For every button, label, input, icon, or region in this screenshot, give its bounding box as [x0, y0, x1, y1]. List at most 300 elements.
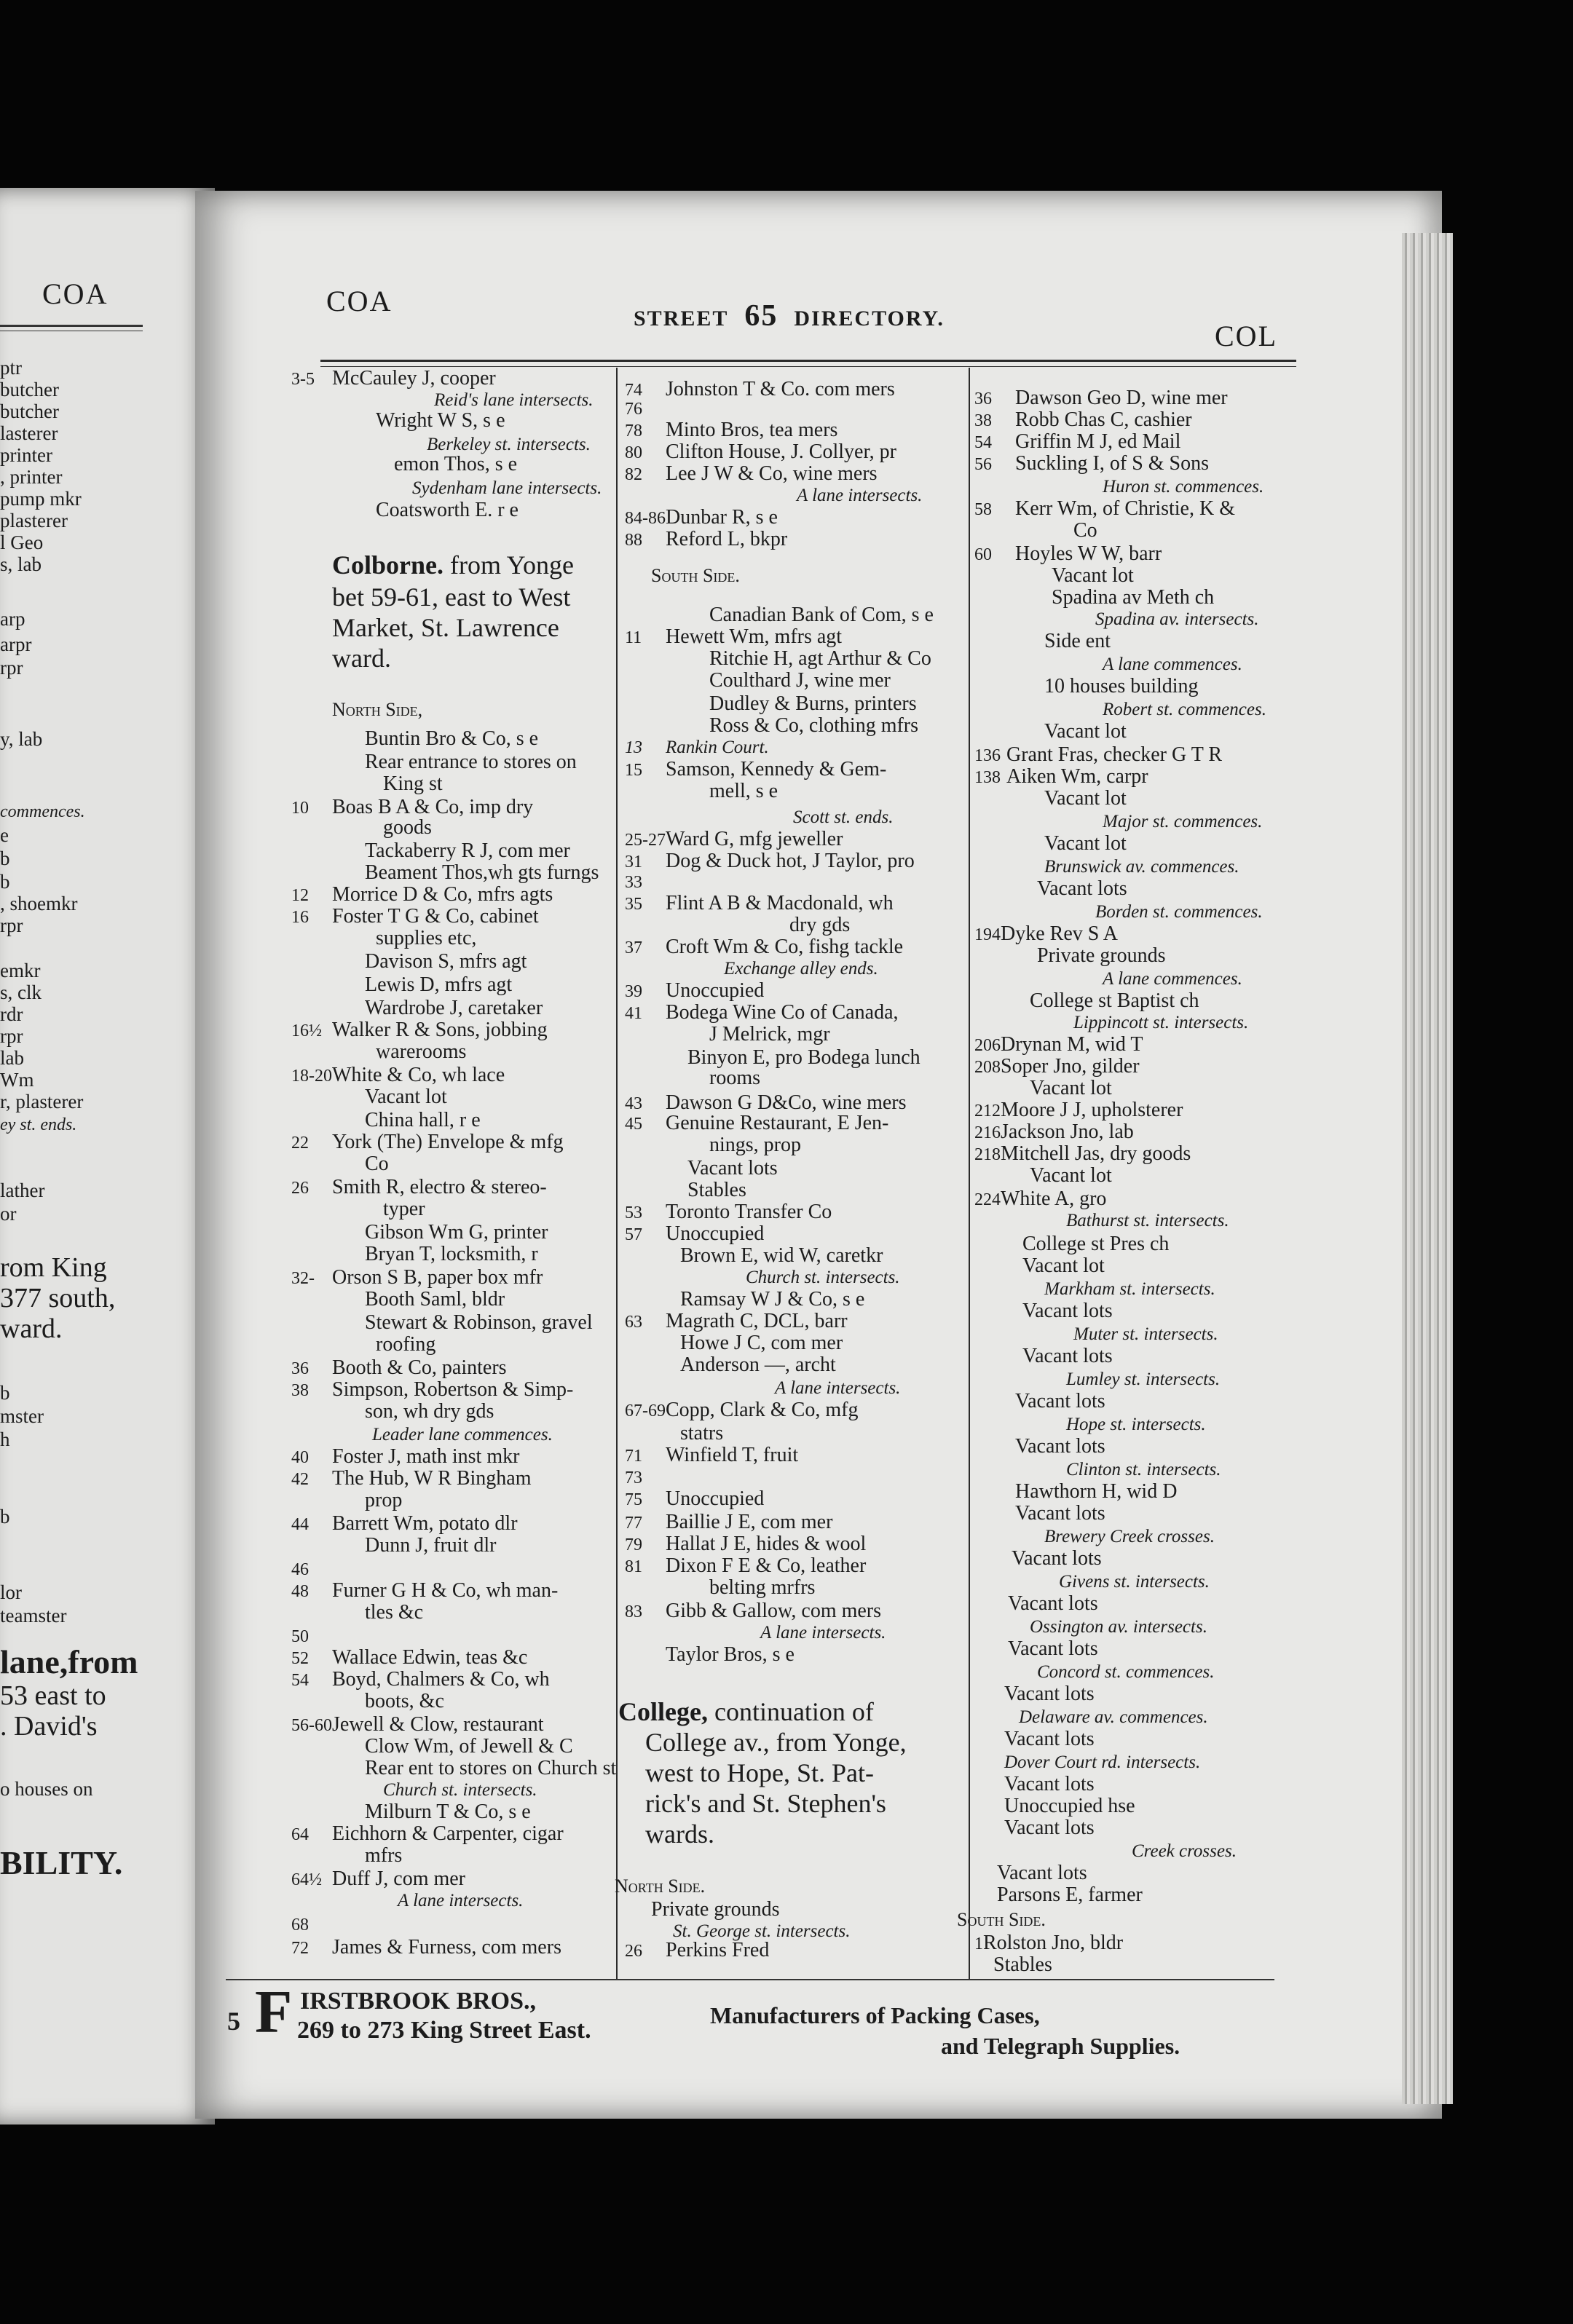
entry-text: Church st. intersects.	[746, 1268, 900, 1287]
directory-entry	[365, 862, 599, 884]
previous-page-line: b	[0, 1506, 10, 1527]
entry-text: Suckling I, of S & Sons	[1015, 452, 1210, 475]
directory-entry	[709, 715, 918, 737]
entry-text: 10 houses building	[1044, 675, 1199, 697]
entry-text: Leader lane commences.	[372, 1425, 553, 1444]
directory-entry	[291, 1131, 564, 1154]
directory-entry	[625, 507, 778, 529]
street-crossing-note	[1103, 811, 1262, 833]
house-number: 43	[625, 1094, 642, 1113]
entry-text: White A, gro	[1001, 1187, 1107, 1210]
directory-entry	[365, 1401, 494, 1423]
house-number: 38	[291, 1381, 309, 1400]
entry-text: ward.	[332, 644, 391, 673]
entry-text: Side ent	[1044, 630, 1111, 652]
entry-text: Canadian Bank of Com, s e	[709, 604, 934, 626]
running-head-directory: DIRECTORY.	[794, 307, 945, 331]
directory-entry	[1004, 1728, 1095, 1750]
directory-entry	[291, 1468, 532, 1490]
street-crossing-note	[398, 1890, 523, 1912]
entry-text: Boyd, Chalmers & Co, wh	[332, 1668, 550, 1691]
running-head-left: COA	[326, 285, 393, 317]
house-number: 10	[291, 799, 309, 818]
entry-text: Morrice D & Co, mfrs agts	[332, 883, 553, 906]
directory-entry	[1044, 631, 1111, 652]
entry-text: Dudley & Burns, printers	[709, 692, 917, 715]
entry-text: Dunn J, fruit dlr	[365, 1534, 497, 1557]
entry-text: College,	[618, 1697, 708, 1726]
entry-text: Spadina av Meth ch	[1052, 586, 1215, 609]
previous-page-line: lor	[0, 1581, 22, 1603]
house-number: 71	[625, 1447, 642, 1466]
entry-text: Copp, Clark & Co, mfg	[666, 1399, 859, 1421]
entry-text: Jewell & Clow, restaurant	[332, 1713, 544, 1736]
advert-page-mark: 5	[227, 2007, 240, 2036]
entry-text: Rear entrance to stores on	[365, 751, 577, 773]
entry-text: Vacant lot	[1044, 720, 1127, 743]
entry-text: Reford L, bkpr	[666, 528, 788, 550]
directory-entry	[625, 980, 764, 1003]
street-crossing-note	[793, 807, 894, 829]
entry-text: Baillie J E, com mer	[666, 1511, 833, 1533]
previous-page-line: s, lab	[0, 553, 42, 575]
street-crossing-note	[760, 1622, 886, 1644]
directory-entry	[365, 974, 512, 996]
entry-text: J Melrick, mgr	[709, 1023, 830, 1046]
entry-text: Wright W S, s e	[376, 409, 505, 432]
page-stack-edge	[1402, 233, 1453, 2104]
house-number: 40	[291, 1448, 309, 1467]
entry-text: Berkeley st. intersects.	[427, 435, 591, 454]
entry-text: Drynan M, wid T	[1001, 1033, 1143, 1056]
entry-text: St. George st. intersects.	[673, 1921, 851, 1941]
directory-entry	[997, 1862, 1087, 1884]
street-crossing-note	[1004, 1752, 1200, 1774]
entry-text: Parsons E, farmer	[997, 1884, 1143, 1906]
entry-text: Vacant lots	[687, 1157, 778, 1179]
entry-text: Coulthard J, wine mer	[709, 669, 891, 692]
entry-text: Simpson, Robertson & Simp-	[332, 1378, 574, 1401]
entry-text: Ramsay W J & Co, s e	[680, 1288, 865, 1311]
directory-entry	[383, 1198, 425, 1220]
directory-entry	[1004, 1774, 1095, 1795]
directory-entry	[1044, 721, 1127, 743]
street-heading	[332, 582, 570, 612]
entry-text: Spadina av. intersects.	[1095, 609, 1259, 629]
entry-text: Walker R & Sons, jobbing	[332, 1019, 548, 1041]
entry-text: supplies etc,	[376, 927, 477, 949]
street-crossing-note	[1103, 654, 1242, 676]
entry-text: Brunswick av. commences.	[1044, 857, 1239, 877]
entry-text: James & Furness, com mers	[332, 1936, 561, 1959]
entry-text: Dawson G D&Co, wine mers	[666, 1091, 907, 1114]
directory-entry	[974, 766, 1148, 788]
entry-text: Vacant lots	[1004, 1773, 1095, 1795]
entry-text: Hewett Wm, mfrs agt	[666, 625, 843, 648]
street-heading	[645, 1727, 907, 1758]
entry-text: Booth Saml, bldr	[365, 1288, 505, 1311]
previous-page-line: arpr	[0, 633, 32, 655]
previous-page-line: , shoemkr	[0, 893, 78, 914]
previous-page-fragment	[0, 188, 215, 2125]
entry-text: A lane intersects.	[760, 1623, 886, 1643]
entry-text: North Side,	[332, 699, 423, 720]
entry-text: Creek crosses.	[1132, 1841, 1237, 1861]
entry-text: Jackson Jno, lab	[1001, 1120, 1134, 1143]
directory-entry	[974, 1188, 1106, 1211]
directory-entry	[1044, 833, 1127, 855]
street-crossing-note	[1044, 1526, 1215, 1548]
previous-page-line: b	[0, 847, 10, 869]
directory-entry	[291, 1913, 332, 1936]
directory-entry	[365, 1086, 447, 1108]
directory-entry	[1052, 587, 1214, 609]
house-number: 35	[625, 895, 642, 914]
house-number: 36	[291, 1359, 309, 1378]
directory-entry	[1015, 1391, 1105, 1412]
directory-entry	[625, 441, 896, 464]
house-number: 26	[291, 1179, 309, 1198]
entry-text: Vacant lots	[997, 1862, 1087, 1884]
entry-text: Vacant lots	[1004, 1728, 1095, 1750]
entry-text: Brewery Creek crosses.	[1044, 1527, 1215, 1546]
directory-entry	[625, 1533, 866, 1556]
advert-address: 269 to 273 King Street East.	[297, 2017, 591, 2044]
house-number: 218	[974, 1145, 1001, 1164]
directory-entry	[291, 1558, 332, 1581]
directory-entry	[974, 1034, 1143, 1056]
entry-text: College st Baptist ch	[1030, 989, 1199, 1012]
directory-entry	[625, 1600, 881, 1623]
directory-entry	[680, 1332, 843, 1354]
directory-entry	[291, 884, 553, 906]
directory-entry	[687, 1179, 746, 1201]
entry-text: A lane commences.	[1103, 655, 1242, 674]
directory-entry	[376, 1334, 435, 1356]
entry-text: Binyon E, pro Bodega lunch	[687, 1046, 920, 1069]
entry-text: Vacant lot	[365, 1086, 447, 1108]
directory-entry	[291, 1446, 519, 1469]
entry-text: Perkins Fred	[666, 1939, 770, 1961]
entry-text: Taylor Bros, s e	[666, 1643, 795, 1666]
entry-text: Unoccupied hse	[1004, 1795, 1135, 1817]
directory-entry	[365, 951, 527, 973]
entry-text: Lippincott st. intersects.	[1073, 1013, 1249, 1032]
entry-text: A lane intersects.	[398, 1891, 524, 1910]
previous-page-line: ey st. ends.	[0, 1115, 77, 1134]
previous-page-line: o houses on	[0, 1778, 93, 1800]
entry-text: statrs	[680, 1422, 724, 1444]
entry-text: Vacant lots	[1008, 1592, 1098, 1615]
street-crossing-note	[1103, 476, 1263, 498]
entry-text: White & Co, wh lace	[332, 1064, 505, 1086]
directory-entry	[625, 626, 842, 649]
directory-entry	[394, 454, 517, 475]
directory-entry	[625, 1511, 832, 1534]
directory-entry	[625, 1223, 764, 1246]
entry-text: Market, St. Lawrence	[332, 613, 559, 642]
entry-text: Major st. commences.	[1103, 812, 1263, 831]
house-number: 82	[625, 465, 642, 484]
entry-text: Clow Wm, of Jewell & C	[365, 1735, 573, 1758]
street-crossing-note	[797, 485, 922, 507]
house-number: 33	[625, 873, 642, 892]
directory-entry	[365, 1736, 573, 1758]
directory-entry	[1044, 788, 1127, 810]
entry-text: Clifton House, J. Collyer, pr	[666, 440, 896, 463]
entry-text: Magrath C, DCL, barr	[666, 1310, 848, 1332]
entry-text: Delaware av. commences.	[1019, 1707, 1208, 1727]
previous-page-line: ward.	[0, 1313, 63, 1344]
entry-text: rooms	[709, 1067, 760, 1089]
house-number: 50	[291, 1627, 309, 1646]
entry-text: Aiken Wm, carpr	[1006, 765, 1148, 788]
house-number: 56	[974, 455, 992, 474]
directory-entry	[291, 906, 539, 928]
house-number: 56-60	[291, 1716, 332, 1735]
entry-text: Vacant lots	[1015, 1390, 1105, 1412]
entry-text: Lee J W & Co, wine mers	[666, 462, 878, 485]
directory-entry	[365, 1110, 481, 1131]
entry-text: Robb Chas C, cashier	[1015, 408, 1192, 431]
directory-entry	[651, 1899, 780, 1921]
directory-entry	[1015, 1436, 1105, 1458]
street-crossing-note	[1103, 699, 1266, 721]
directory-entry	[376, 499, 519, 521]
street-crossing-note	[434, 390, 594, 411]
entry-text: Markham st. intersects.	[1044, 1279, 1215, 1299]
house-number: 63	[625, 1313, 642, 1332]
previous-page-header: COA	[42, 277, 109, 310]
entry-text: Griffin M J, ed Mail	[1015, 430, 1181, 453]
previous-page-line: l Geo	[0, 531, 44, 553]
house-number: 44	[291, 1515, 309, 1534]
directory-entry	[1037, 945, 1166, 967]
entry-text: Reid's lane intersects.	[434, 390, 594, 410]
entry-text: Concord st. commences.	[1037, 1662, 1215, 1682]
directory-entry	[709, 1577, 815, 1599]
directory-entry	[1030, 1078, 1112, 1099]
house-number: 68	[291, 1916, 309, 1934]
entry-text: Borden st. commences.	[1095, 902, 1263, 922]
entry-text: Johnston T & Co. com mers	[666, 378, 895, 400]
entry-text: Barrett Wm, potato dlr	[332, 1512, 518, 1535]
entry-text: Dyke Rev S A	[1001, 922, 1118, 945]
directory-entry	[709, 670, 891, 692]
directory-entry	[376, 928, 476, 949]
advert-rule	[226, 1979, 1274, 1980]
street-heading	[618, 1696, 874, 1727]
house-number: 194	[974, 925, 1001, 944]
entry-text: Vacant lots	[1004, 1817, 1095, 1839]
house-number: 45	[625, 1115, 642, 1134]
directory-entry	[291, 1647, 527, 1669]
entry-text: Flint A B & Macdonald, wh	[666, 892, 894, 914]
previous-page-line: rpr	[0, 1025, 23, 1047]
entry-text: Dunbar R, s e	[666, 506, 778, 529]
entry-text: prop	[365, 1489, 403, 1511]
house-number: 22	[291, 1134, 309, 1153]
house-number: 42	[291, 1470, 309, 1489]
entry-text: Dixon F E & Co, leather	[666, 1554, 867, 1577]
directory-entry	[974, 1932, 1123, 1955]
directory-entry	[974, 543, 1162, 566]
house-number: 38	[974, 411, 992, 430]
entry-text: China hall, r e	[365, 1109, 481, 1131]
entry-text: goods	[383, 816, 432, 839]
street-crossing-note	[1044, 856, 1239, 878]
entry-text: Vacant lots	[1022, 1345, 1113, 1367]
house-number: 73	[625, 1469, 642, 1487]
directory-entry	[625, 829, 843, 851]
directory-entry	[709, 648, 931, 670]
directory-entry	[376, 410, 505, 432]
directory-entry	[625, 1002, 899, 1024]
running-head-right: COL	[1215, 320, 1277, 352]
directory-entry	[383, 773, 443, 795]
entry-text: The Hub, W R Bingham	[332, 1467, 532, 1490]
previous-page-line: BILITY.	[0, 1844, 123, 1881]
house-number: 46	[291, 1560, 309, 1579]
street-crossing-note	[1037, 1661, 1214, 1683]
street-crossing-note	[724, 958, 878, 980]
previous-page-line: y, lab	[0, 728, 43, 750]
directory-entry	[625, 398, 666, 420]
header-rule	[0, 325, 143, 327]
house-number: 12	[291, 886, 309, 905]
entry-text: Vacant lots	[1012, 1547, 1102, 1570]
directory-entry	[974, 923, 1118, 946]
entry-text: Moore J J, upholsterer	[1001, 1099, 1183, 1121]
directory-entry	[1044, 676, 1199, 697]
entry-text: Dawson Geo D, wine mer	[1015, 387, 1228, 409]
street-crossing-note	[1095, 901, 1263, 923]
street-crossing-note	[383, 1779, 537, 1801]
previous-page-line: teamster	[0, 1605, 67, 1627]
house-number: 72	[291, 1939, 309, 1958]
directory-entry	[625, 1555, 866, 1578]
directory-entry	[974, 453, 1209, 475]
entry-text: Vacant lots	[1037, 877, 1127, 900]
entry-text: Winfield T, fruit	[666, 1444, 799, 1466]
page-number: 65	[744, 299, 778, 333]
previous-page-line: plasterer	[0, 510, 68, 531]
house-number: 224	[974, 1190, 1001, 1209]
entry-text: Colborne.	[332, 550, 443, 580]
house-number: 52	[291, 1649, 309, 1668]
house-number: 39	[625, 982, 642, 1001]
entry-text: Unoccupied	[666, 1222, 765, 1245]
directory-entry	[365, 997, 543, 1019]
directory-entry	[709, 604, 934, 626]
directory-entry	[291, 1019, 548, 1042]
entry-text: Gibson Wm G, printer	[365, 1221, 548, 1244]
entry-text: Givens st. intersects.	[1059, 1572, 1210, 1592]
directory-entry	[993, 1954, 1052, 1976]
entry-text: Vacant lot	[1052, 564, 1134, 587]
street-crossing-note	[1044, 1278, 1215, 1300]
directory-entry	[365, 728, 538, 750]
directory-entry	[1004, 1683, 1095, 1705]
entry-text: Smith R, electro & stereo-	[332, 1176, 547, 1198]
house-number: 206	[974, 1036, 1001, 1055]
directory-entry	[291, 1379, 573, 1402]
directory-entry	[291, 1357, 507, 1380]
directory-entry	[709, 1024, 830, 1046]
directory-entry	[291, 1714, 544, 1736]
directory-entry	[625, 1201, 832, 1224]
running-head-street: STREET	[634, 307, 729, 331]
directory-entry	[625, 1940, 769, 1962]
entry-text: Tackaberry R J, com mer	[365, 839, 570, 862]
house-number: 83	[625, 1602, 642, 1621]
house-number: 78	[625, 422, 642, 440]
house-number: 57	[625, 1225, 642, 1244]
advert-tagline-1: Manufacturers of Packing Cases,	[710, 2002, 1040, 2028]
directory-entry	[680, 1245, 883, 1267]
directory-entry	[1004, 1817, 1095, 1839]
directory-entry	[687, 1047, 920, 1069]
house-number: 79	[625, 1536, 642, 1554]
directory-entry	[974, 431, 1180, 454]
directory-entry	[1008, 1638, 1098, 1660]
street-crossing-note	[1073, 1012, 1248, 1034]
house-number: 80	[625, 443, 642, 462]
entry-text: Wallace Edwin, teas &c	[332, 1646, 528, 1669]
house-number: 212	[974, 1102, 1001, 1120]
entry-text: west to Hope, St. Pat-	[645, 1758, 874, 1787]
house-number: 76	[625, 400, 642, 419]
directory-entry	[365, 1244, 538, 1265]
entry-text: warerooms	[376, 1040, 467, 1063]
previous-page-line: arp	[0, 608, 25, 630]
directory-entry	[291, 1937, 561, 1959]
directory-entry	[291, 1064, 505, 1087]
entry-text: Boas B A & Co, imp dry	[332, 796, 534, 818]
entry-text: North Side.	[615, 1876, 706, 1897]
directory-entry	[666, 1644, 795, 1666]
entry-text: Sydenham lane intersects.	[412, 478, 602, 498]
street-crossing-note	[1030, 1616, 1207, 1638]
side-heading	[615, 1876, 705, 1897]
running-head-title	[634, 299, 945, 333]
entry-text: Buntin Bro & Co, s e	[365, 727, 539, 750]
directory-entry	[625, 1466, 666, 1489]
directory-entry	[365, 1845, 402, 1867]
entry-text: Rear ent to stores on Church st	[365, 1757, 617, 1779]
advert-firm-name: IRSTBROOK BROS.,	[300, 1988, 537, 2015]
entry-text: College av., from Yonge,	[645, 1728, 907, 1757]
directory-entry	[1030, 1165, 1112, 1187]
house-number: 216	[974, 1123, 1001, 1142]
directory-entry	[1022, 1300, 1113, 1322]
directory-entry	[974, 1056, 1140, 1078]
house-number: 64½	[291, 1870, 322, 1889]
house-number: 3-5	[291, 370, 315, 389]
directory-entry	[365, 1691, 444, 1712]
house-number: 31	[625, 853, 642, 872]
entry-text: Ward G, mfg jeweller	[666, 828, 843, 850]
entry-text: A lane intersects.	[797, 486, 923, 505]
street-crossing-note	[1095, 609, 1259, 631]
house-number: 36	[974, 390, 992, 408]
directory-entry	[1015, 1481, 1177, 1503]
street-crossing-note	[1019, 1707, 1208, 1728]
house-number: 60	[974, 545, 992, 564]
street-crossing-note	[1066, 1369, 1220, 1391]
directory-entry	[625, 1444, 798, 1467]
entry-text: Dog & Duck hot, J Taylor, pro	[666, 850, 915, 872]
